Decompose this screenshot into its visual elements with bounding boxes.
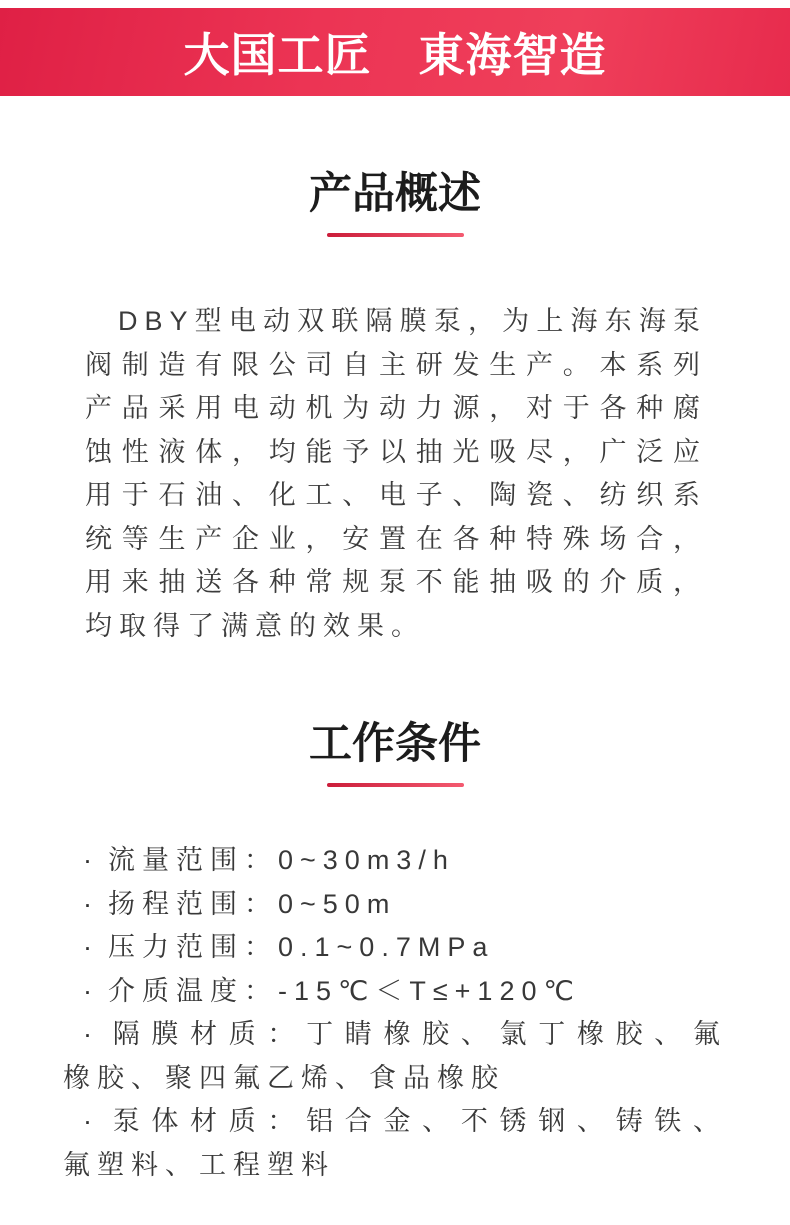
condition-text: 泵体材质：铝合金、不锈钢、铸铁、: [108, 1106, 727, 1136]
condition-item-pressure-range: [63, 926, 727, 970]
bullet-dot-icon: ·: [83, 845, 99, 875]
conditions-title-underline: [327, 783, 464, 787]
paragraph-line: 用来抽送各种常规泵不能抽吸的介质，: [85, 567, 707, 597]
bullet-dot-icon: ·: [83, 932, 99, 962]
overview-paragraph: [85, 300, 707, 648]
condition-text: 介质温度：-15℃＜T≤+120℃: [108, 975, 581, 1006]
condition-line: [63, 1100, 727, 1144]
condition-item-head-range: [63, 883, 727, 927]
paragraph-line: DBY型电动双联隔膜泵，为上海东海泵: [118, 306, 707, 336]
condition-item-pump-body-material: [63, 1100, 727, 1187]
bullet-dot-icon: ·: [83, 1106, 99, 1136]
condition-text: 扬程范围：0~50m: [108, 888, 397, 919]
conditions-list: [63, 839, 727, 1187]
paragraph-line: 产品采用电动机为动力源，对于各种腐: [85, 393, 707, 423]
condition-item-flow-range: [63, 839, 727, 883]
paragraph-line: 阀制造有限公司自主研发生产。本系列: [85, 349, 707, 380]
condition-text: 隔膜材质：丁睛橡胶、氯丁橡胶、氟: [108, 1019, 727, 1049]
bullet-dot-icon: ·: [83, 1019, 99, 1049]
condition-line: 橡胶、聚四氟乙烯、食品橡胶: [63, 1062, 505, 1093]
paragraph-line: 蚀性液体，均能予以抽光吸尽，广泛应: [85, 436, 707, 467]
overview-title-underline: [327, 233, 464, 237]
overview-section-title: 产品概述: [309, 170, 481, 218]
banner-slogan: 大国工匠 東海智造: [183, 29, 607, 81]
condition-line: [63, 926, 727, 970]
condition-line: [63, 839, 727, 883]
condition-item-medium-temperature: [63, 970, 727, 1014]
condition-text: 流量范围：0~30m3/h: [108, 845, 455, 875]
conditions-section-title: 工作条件: [309, 720, 481, 768]
condition-line: [63, 883, 727, 927]
top-banner: [0, 8, 790, 96]
condition-line: [63, 1013, 727, 1057]
condition-item-diaphragm-material: [63, 1013, 727, 1100]
bullet-dot-icon: ·: [83, 975, 99, 1006]
paragraph-line: 用于石油、化工、电子、陶瓷、纺织系: [85, 480, 707, 510]
condition-text: 压力范围：0.1~0.7MPa: [108, 932, 495, 962]
condition-line: [63, 970, 727, 1014]
paragraph-line: 统等生产企业，安置在各种特殊场合，: [85, 523, 707, 554]
paragraph-line: 均取得了满意的效果。: [85, 610, 425, 641]
condition-line: 氟塑料、工程塑料: [63, 1149, 335, 1180]
bullet-dot-icon: ·: [83, 888, 99, 919]
